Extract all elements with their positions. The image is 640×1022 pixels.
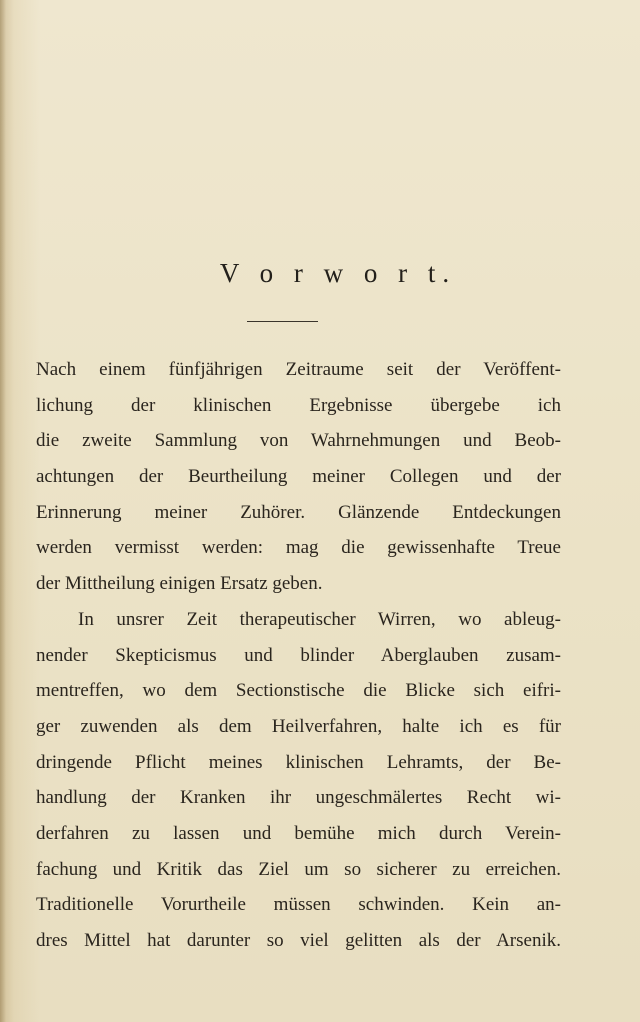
paragraph-1 [36, 352, 561, 602]
text-line: ger zuwenden als dem Heilverfahren, halte ich es für [36, 715, 561, 737]
paragraph-2 [36, 602, 561, 959]
text-line: der Mittheilung einigen Ersatz geben. [36, 573, 323, 595]
text-line: dringende Pflicht meines klinischen Lehramts, der Be- [36, 751, 561, 773]
text-line: Nach einem fünfjährigen Zeitraume seit der Veröffent- [36, 359, 561, 380]
text-line: fachung und Kritik das Ziel um so sicherer zu erreichen. [36, 858, 561, 880]
text-line: Traditionelle Vorurtheile müssen schwinden. Kein an- [36, 894, 561, 916]
text-line: Erinnerung meiner Zuhörer. Glänzende Entdeckungen [36, 501, 561, 523]
text-line: werden vermisst werden: mag die gewissenhafte Treue [36, 537, 561, 559]
title-divider [247, 321, 318, 322]
text-line: handlung der Kranken ihr ungeschmälertes Recht wi- [36, 787, 561, 809]
text-line: lichung der klinischen Ergebnisse übergebe ich [36, 394, 561, 416]
text-line: mentreffen, wo dem Sectionstische die Blicke sich eifri- [36, 680, 561, 702]
text-line: achtungen der Beurtheilung meiner Collegen und der [36, 466, 561, 488]
page-title: V o r w o r t. [219, 258, 457, 288]
text-line: In unsrer Zeit therapeutischer Wirren, wo ableug- [78, 608, 561, 630]
text-line: derfahren zu lassen und bemühe mich durch Verein- [36, 822, 561, 844]
text-line: die zweite Sammlung von Wahrnehmungen und Beob- [36, 430, 561, 452]
foreword-text [36, 352, 561, 959]
text-line: dres Mittel hat darunter so viel gelitten als der Arsenik. [36, 930, 561, 951]
page-spine-shadow [0, 0, 6, 1022]
text-line: nender Skepticismus und blinder Aberglauben zusam- [36, 644, 561, 666]
